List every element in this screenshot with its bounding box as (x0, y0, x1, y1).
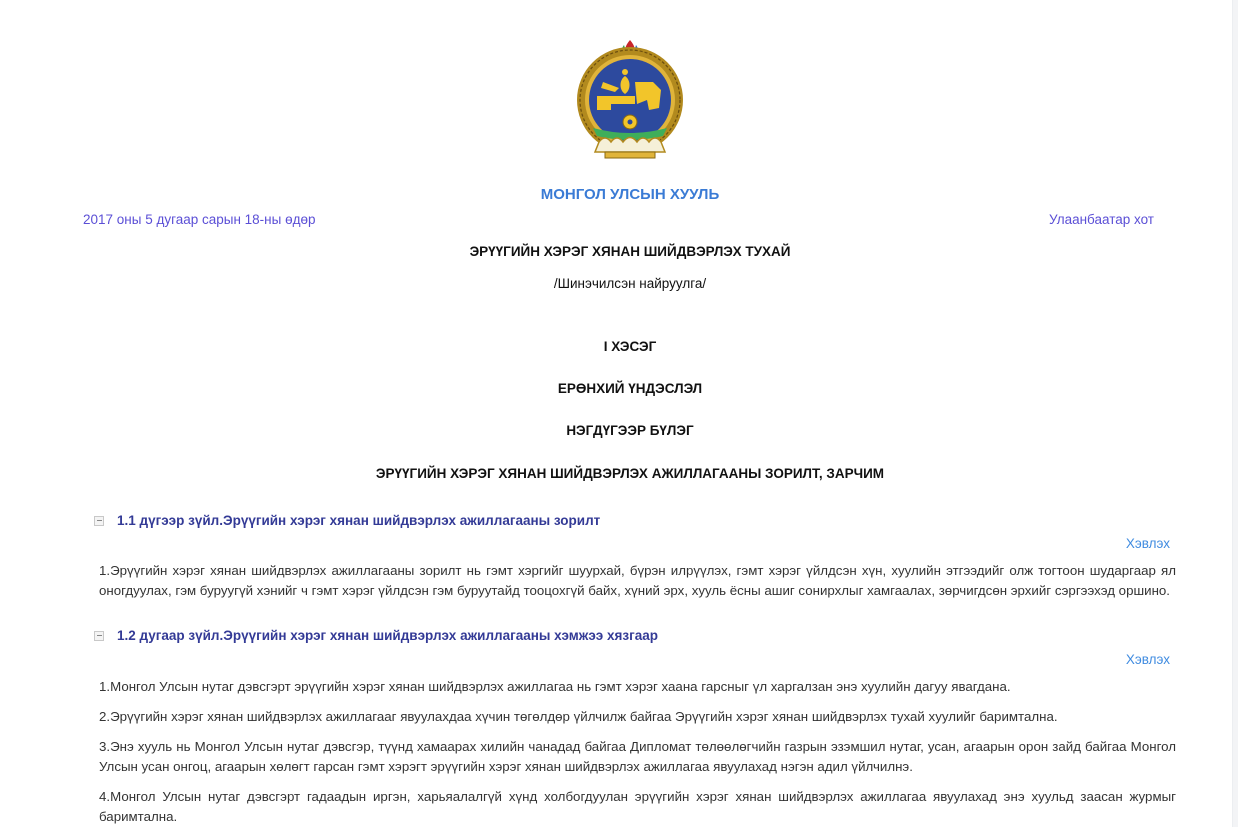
article-paragraph: 2.Эрүүгийн хэрэг хянан шийдвэрлэх ажиллагааг явуулахдаа хүчин төгөлдөр үйлчилж байгаа Эрүүгийн хэрэг хянан шийдвэрлэх тухай хуулийг баримтална. (99, 709, 1058, 724)
law-place: Улаанбаатар хот (1049, 212, 1154, 227)
part-heading: I ХЭСЭГ (603, 339, 657, 354)
article-1-2-header[interactable] (94, 628, 658, 643)
article-paragraph: 1.Монгол Улсын нутаг дэвсгэрт эрүүгийн хэрэг хянан шийдвэрлэх ажиллагаа нь гэмт хэрэг хаана гарсныг үл харгалзан энэ хуулийн дагуу явагдана. (99, 679, 1011, 694)
print-link[interactable]: Хэвлэх (1125, 536, 1170, 551)
part-name: ЕРӨНХИЙ ҮНДЭСЛЭЛ (557, 381, 703, 396)
collapse-icon[interactable] (94, 516, 104, 526)
article-heading: 1.1 дүгээр зүйл.Эрүүгийн хэрэг хянан шийдвэрлэх ажиллагааны зорилт (117, 513, 601, 528)
law-date: 2017 оны 5 дугаар сарын 18-ны өдөр (83, 212, 316, 227)
print-link[interactable]: Хэвлэх (1125, 652, 1170, 667)
collapse-icon[interactable] (94, 631, 104, 641)
chapter-heading: НЭГДҮГЭЭР БҮЛЭГ (566, 423, 694, 438)
article-heading: 1.2 дугаар зүйл.Эрүүгийн хэрэг хянан шийдвэрлэх ажиллагааны хэмжээ хязгаар (117, 628, 658, 643)
article-paragraph: 1.Эрүүгийн хэрэг хянан шийдвэрлэх ажиллагааны зорилт нь гэмт хэргийг шуурхай, бүрэн илрүүлэх, гэмт хэрэг үйлдсэн хүн, хуулийн этгээдийг олж тогтоон шударгаар ял оногдуулах, гэм буруугүй хэнийг ч гэмт хэрэг үйлдсэн гэм буруутайд тооцохгүй байх, хүний эрх, хууль ёсны ашиг сонирхлыг хамгаалах, зөрчигдсөн эрхийг сэргээхэд оршино. (99, 563, 1176, 598)
scrollbar-track[interactable] (1232, 0, 1238, 827)
article-paragraph: 3.Энэ хууль нь Монгол Улсын нутаг дэвсгэр, түүнд хамаарах хилийн чанадад байгаа Дипломат төлөөлөгчийн газрын эзэмшил нутаг, усан, агаарын орон зайд байгаа Монгол Улсын усан онгоц, агаарын хөлөгт гарсан гэмт хэрэгт эрүүгийн хэрэг хянан шийдвэрлэх ажиллагаа явуулахад нэгэн адил үйлчилнэ. (99, 739, 1176, 774)
article-1-1-header[interactable] (94, 513, 600, 528)
mongolia-state-emblem-icon (575, 38, 685, 160)
law-type-heading: МОНГОЛ УЛСЫН ХУУЛЬ (540, 186, 720, 203)
article-paragraph: 4.Монгол Улсын нутаг дэвсгэрт гадаадын иргэн, харьяалалгүй хүнд холбогдуулан эрүүгийн хэрэг хянан шийдвэрлэх ажиллагаа явуулахад энэ хуульд заасан журмыг баримтална. (99, 789, 1176, 824)
law-subtitle: /Шинэчилсэн найруулга/ (553, 276, 707, 291)
law-title: ЭРҮҮГИЙН ХЭРЭГ ХЯНАН ШИЙДВЭРЛЭХ ТУХАЙ (469, 244, 791, 259)
chapter-name: ЭРҮҮГИЙН ХЭРЭГ ХЯНАН ШИЙДВЭРЛЭХ АЖИЛЛАГААНЫ ЗОРИЛТ, ЗАРЧИМ (375, 466, 885, 481)
